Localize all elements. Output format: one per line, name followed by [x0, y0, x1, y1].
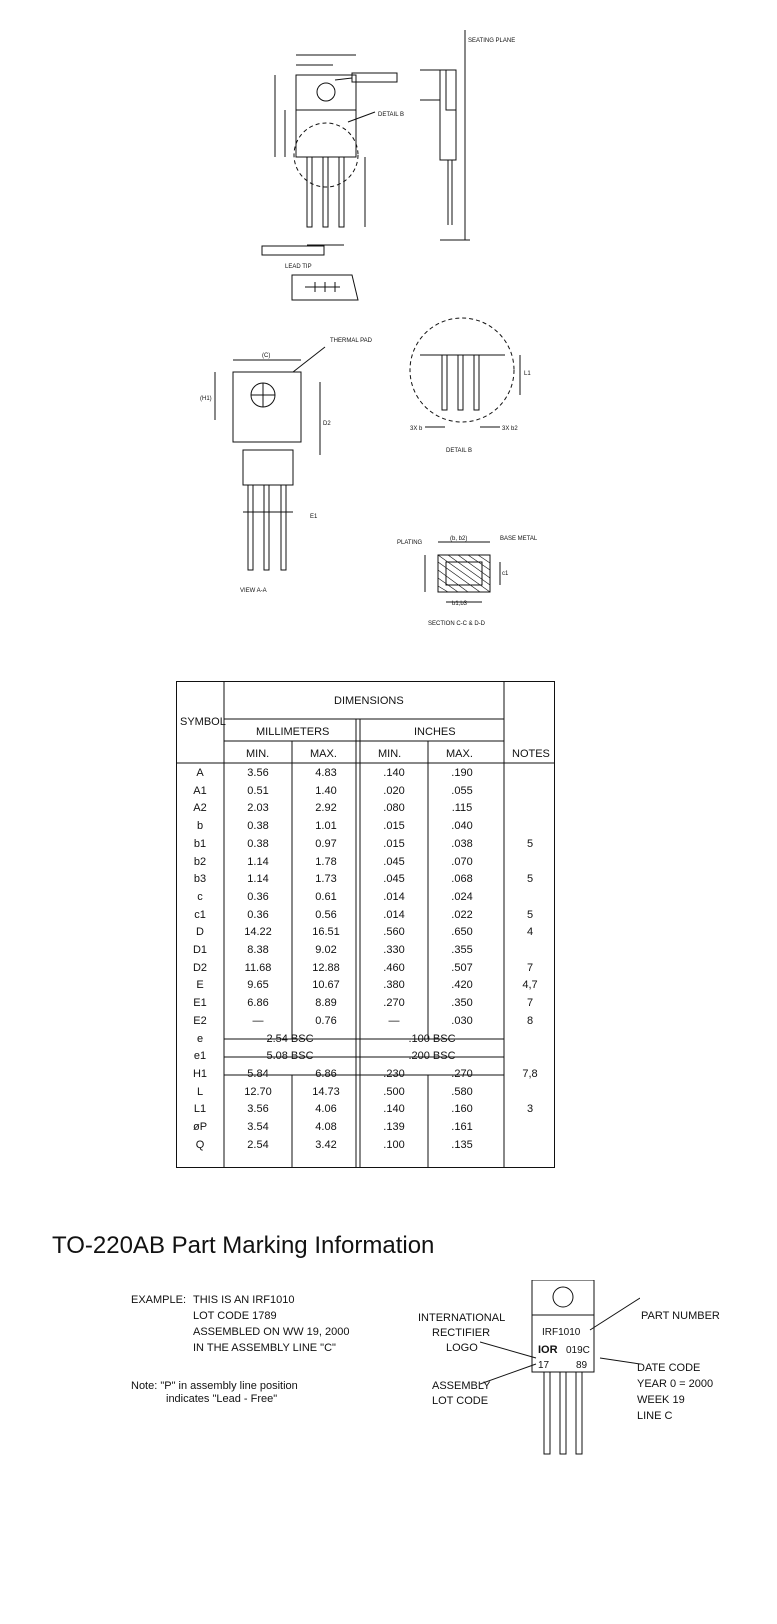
table-cell-mm_min: 1.14	[247, 855, 269, 868]
table-cell-in_min: .015	[383, 820, 405, 833]
table-cell-note: 5	[526, 908, 534, 921]
table-cell-sym: A2	[193, 802, 207, 815]
table-cell-in_min: .380	[383, 979, 405, 992]
table-cell-in_max: .420	[451, 979, 473, 992]
table-cell-mm_max: 2.92	[315, 802, 337, 815]
note-line-2: indicates "Lead - Free"	[166, 1393, 278, 1405]
table-cell-in_max: .135	[451, 1138, 473, 1151]
table-cell-mm_max: 0.56	[315, 908, 337, 921]
table-cell-mm_max: 4.83	[315, 767, 337, 779]
detail-b-title: DETAIL B	[446, 448, 473, 454]
table-cell-mm_max: 4.08	[315, 1121, 337, 1133]
table-cell-mm_max: 16.51	[312, 926, 340, 939]
table-cell-in_max: .038	[451, 837, 473, 850]
table-cell-in_max: .355	[451, 944, 473, 956]
table-cell-note: 8	[526, 1014, 534, 1027]
table-cell-mm_max: 1.40	[315, 784, 337, 797]
dim-b1b3-label: b1,b3	[452, 601, 468, 607]
chip-lot-a: 17	[538, 1360, 550, 1371]
table-cell-in_max: .068	[451, 873, 473, 886]
table-cell-note: 7	[526, 961, 534, 974]
table-cell-mm_max: 14.73	[312, 1085, 340, 1098]
table-cell-sym: øP	[192, 1121, 208, 1133]
table-cell-sym: b2	[193, 855, 207, 868]
table-cell-in_min: .100	[383, 1138, 405, 1151]
notes-header: NOTES	[512, 748, 550, 760]
table-cell-mm_min: 9.65	[247, 979, 269, 992]
chip-date-code: 019C	[566, 1345, 590, 1356]
table-cell-in_min: .045	[383, 855, 405, 868]
table-cell-in_max: .161	[451, 1121, 473, 1133]
thermal-pad-label: THERMAL PAD	[330, 338, 373, 344]
date-code-line-2: YEAR 0 = 2000	[637, 1378, 714, 1390]
table-cell-mm_min: 0.51	[247, 784, 269, 797]
table-cell-in_min: .100 BSC	[408, 1032, 456, 1045]
table-cell-note: 7,8	[522, 1067, 538, 1080]
marked-package-drawing	[480, 1280, 640, 1520]
table-cell-mm_max: 9.02	[315, 944, 337, 956]
table-cell-in_min: .230	[383, 1067, 405, 1080]
table-cell-mm_min: 12.70	[244, 1085, 272, 1098]
table-cell-mm_min: 1.14	[247, 873, 269, 886]
table-cell-in_min: .020	[383, 784, 405, 797]
base-metal-label: BASE METAL	[500, 536, 538, 542]
table-cell-mm_max: 0.61	[315, 890, 337, 903]
table-cell-in_min: .500	[383, 1085, 405, 1098]
table-cell-mm_min: 0.36	[247, 908, 269, 921]
table-cell-in_max: .030	[451, 1014, 473, 1027]
dim-e1-label: E1	[310, 514, 318, 520]
table-cell-mm_min: 3.56	[247, 767, 269, 779]
part-number-label: PART NUMBER	[641, 1310, 720, 1322]
table-cell-mm_min: 5.84	[247, 1067, 269, 1080]
symbol-header: SYMBOL	[180, 716, 226, 728]
table-cell-sym: D	[196, 926, 204, 939]
table-cell-mm_min: 0.38	[247, 820, 269, 833]
table-cell-note: 7	[526, 997, 534, 1010]
table-cell-mm_max: 0.76	[315, 1014, 337, 1027]
plating-label: PLATING	[397, 540, 423, 546]
table-cell-sym: b3	[193, 873, 207, 886]
table-cell-note: 4	[526, 926, 534, 939]
table-cell-in_min: .045	[383, 873, 405, 886]
table-cell-mm_min: 2.54	[247, 1138, 269, 1151]
table-cell-mm_max: 0.97	[315, 837, 337, 850]
table-cell-mm_max: 6.86	[315, 1067, 337, 1080]
mm-min-header: MIN.	[246, 748, 270, 760]
date-code-line-1: DATE CODE	[637, 1362, 701, 1374]
table-cell-in_max: .350	[451, 997, 473, 1010]
detail-b-label: DETAIL B	[378, 112, 405, 118]
table-cell-note: 3	[526, 1103, 534, 1116]
table-cell-sym: L	[196, 1085, 204, 1098]
dim-h1-label: (H1)	[200, 396, 212, 402]
table-cell-in_min: .014	[383, 890, 405, 903]
table-cell-mm_min: 0.36	[247, 890, 269, 903]
dim-3xb2-label: 3X b2	[502, 426, 518, 432]
table-cell-sym: H1	[192, 1067, 208, 1080]
table-cell-mm_min: 3.54	[247, 1121, 269, 1133]
table-cell-mm_min: 0.38	[247, 837, 269, 850]
table-cell-in_min: .560	[383, 926, 405, 939]
table-cell-sym: D1	[192, 944, 208, 956]
dim-3xb-label: 3X b	[410, 426, 423, 432]
chip-lot-b: 89	[576, 1360, 588, 1371]
table-cell-sym: E2	[193, 1014, 207, 1027]
date-code-line-3: WEEK 19	[637, 1394, 685, 1406]
table-cell-mm_min: 8.38	[247, 944, 269, 956]
table-cell-mm_min: 3.56	[247, 1103, 269, 1116]
mm-header: MILLIMETERS	[256, 726, 330, 738]
table-cell-note: 5	[526, 837, 534, 850]
table-cell-in_min: .015	[383, 837, 405, 850]
table-cell-in_min: .140	[383, 1103, 405, 1116]
section-label: SECTION C-C & D-D	[428, 621, 485, 627]
example-line-1: THIS IS AN IRF1010	[193, 1294, 295, 1306]
note-line-1: Note: "P" in assembly line position	[131, 1380, 298, 1392]
mm-max-header: MAX.	[310, 748, 337, 760]
table-cell-mm_min: 6.86	[247, 997, 269, 1010]
intl-line-2: RECTIFIER	[432, 1327, 491, 1339]
in-header: INCHES	[414, 726, 456, 738]
dimensions-table	[176, 681, 556, 1169]
table-cell-in_max: .040	[451, 820, 473, 833]
dim-c1-label: c1	[502, 571, 509, 577]
table-cell-mm_min: —	[252, 1014, 264, 1027]
table-cell-mm_max: 1.78	[315, 855, 337, 868]
seating-plane-label: SEATING PLANE	[468, 38, 516, 44]
table-cell-mm_min: 14.22	[244, 926, 272, 939]
dim-bb2-label: (b, b2)	[450, 536, 468, 542]
table-cell-mm_min: 2.03	[247, 802, 269, 815]
chip-logo: IOR	[538, 1344, 558, 1356]
table-cell-in_min: .140	[383, 767, 405, 779]
table-cell-in_max: .070	[451, 855, 473, 868]
table-cell-in_max: .160	[451, 1103, 473, 1116]
table-cell-in_min: —	[388, 1014, 400, 1027]
table-cell-note: 5	[526, 873, 534, 886]
table-cell-sym: Q	[195, 1138, 205, 1151]
table-cell-in_min: .080	[383, 802, 405, 815]
table-cell-sym: E1	[193, 997, 207, 1010]
dim-l1-label: L1	[524, 371, 531, 377]
example-line-2: LOT CODE 1789	[193, 1310, 277, 1322]
table-cell-mm_max: 4.06	[315, 1103, 337, 1116]
chip-part-number: IRF1010	[542, 1327, 581, 1338]
table-cell-sym: c1	[194, 908, 206, 921]
table-cell-in_max: .190	[451, 767, 473, 779]
table-cell-in_max: .580	[451, 1085, 473, 1098]
table-cell-in_max: .115	[451, 802, 473, 815]
table-cell-mm_max: 3.42	[315, 1138, 337, 1151]
table-cell-sym: b	[196, 820, 204, 833]
example-line-4: IN THE ASSEMBLY LINE "C"	[193, 1342, 336, 1354]
dimensions-header: DIMENSIONS	[334, 695, 404, 707]
table-cell-sym: c	[197, 890, 203, 903]
table-cell-in_min: .330	[383, 944, 405, 956]
package-outline-drawing	[0, 0, 777, 640]
example-line-3: ASSEMBLED ON WW 19, 2000	[193, 1326, 350, 1338]
table-cell-in_min: .270	[383, 997, 405, 1010]
example-label: EXAMPLE:	[131, 1294, 187, 1306]
table-cell-in_min: .460	[383, 961, 405, 974]
intl-line-3: LOGO	[446, 1342, 478, 1354]
table-cell-sym: b1	[193, 837, 207, 850]
table-cell-in_min: .139	[383, 1121, 405, 1133]
table-cell-mm_max: 8.89	[315, 997, 337, 1010]
table-cell-mm_max: 1.73	[315, 873, 337, 886]
table-cell-in_max: .024	[451, 890, 473, 903]
table-cell-in_max: .650	[451, 926, 473, 939]
table-cell-sym: e1	[193, 1050, 207, 1063]
table-cell-sym: L1	[193, 1103, 207, 1116]
table-cell-in_max: .022	[451, 908, 473, 921]
view-aa-label: VIEW A-A	[240, 588, 267, 594]
dim-c-label: (C)	[262, 353, 271, 359]
table-cell-in_max: .055	[451, 784, 473, 797]
table-cell-mm_max: 10.67	[312, 979, 340, 992]
table-cell-sym: A	[196, 767, 204, 779]
table-cell-mm_max: 12.88	[312, 961, 340, 974]
table-cell-note: 4,7	[522, 979, 538, 992]
lead-tip-label: LEAD TIP	[285, 264, 312, 270]
table-cell-sym: A1	[193, 784, 207, 797]
table-cell-mm_min: 11.68	[244, 961, 272, 974]
table-cell-mm_max: 1.01	[315, 820, 337, 833]
marking-title: TO-220AB Part Marking Information	[52, 1232, 435, 1259]
assembly-line-1: ASSEMBLY	[432, 1380, 491, 1392]
table-cell-sym: e	[196, 1032, 204, 1045]
intl-line-1: INTERNATIONAL	[418, 1312, 506, 1324]
table-cell-in_max: .270	[451, 1067, 473, 1080]
assembly-line-2: LOT CODE	[432, 1395, 489, 1407]
table-cell-in_max: .507	[451, 961, 473, 974]
dim-d2-label: D2	[323, 421, 331, 427]
in-min-header: MIN.	[378, 748, 402, 760]
date-code-line-4: LINE C	[637, 1410, 673, 1422]
table-cell-in_min: .014	[383, 908, 405, 921]
table-cell-mm_min: 2.54 BSC	[266, 1032, 314, 1045]
table-cell-sym: E	[196, 979, 204, 992]
table-cell-in_min: .200 BSC	[408, 1050, 456, 1063]
table-cell-sym: D2	[192, 961, 208, 974]
table-cell-mm_min: 5.08 BSC	[266, 1050, 314, 1063]
in-max-header: MAX.	[446, 748, 473, 760]
